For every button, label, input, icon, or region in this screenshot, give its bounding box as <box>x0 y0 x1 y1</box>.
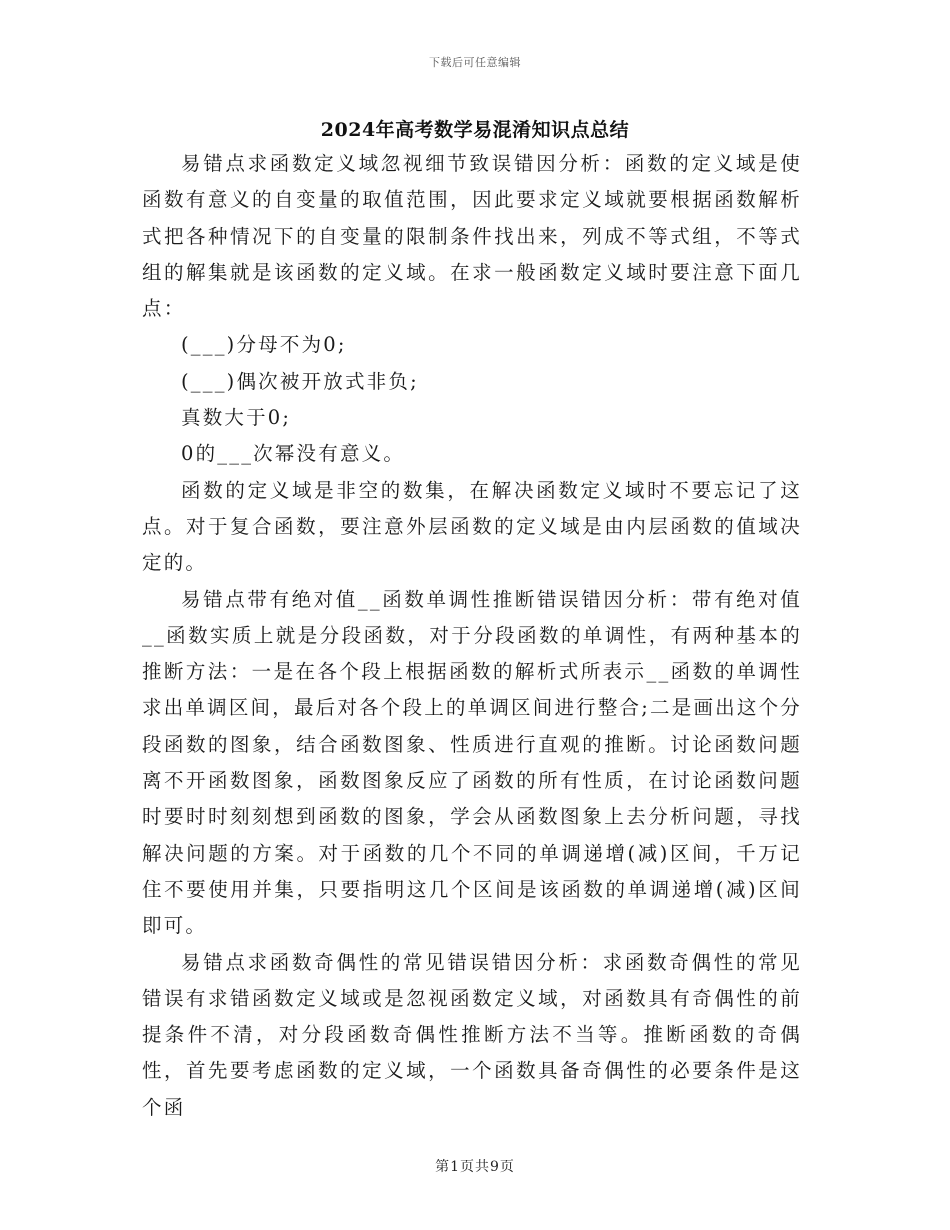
list-item-denominator: (___)分母不为0; <box>181 333 347 357</box>
paragraph-domain-nonempty: 函数的定义域是非空的数集，在解决函数定义域时不要忘记了这点。对于复合函数，要注意外层函数的定义域是由内层函数的值域决定的。 <box>142 478 802 575</box>
list-item-log-argument: 真数大于0; <box>181 406 292 430</box>
list-item-zero-power: 0的___次幂没有意义。 <box>181 442 406 466</box>
paragraph-parity-errors: 易错点求函数奇偶性的常见错误错因分析：求函数奇偶性的常见错误有求错函数定义域或是忽视函数定义域，对函数具有奇偶性的前提条件不清，对分段函数奇偶性推断方法不当等。推断函数的奇偶性，首先要考虑函数的定义域，一个函数具备奇偶性的必要条件是这个函 <box>142 950 802 1119</box>
document-title: 2024年高考数学易混淆知识点总结 <box>320 119 630 141</box>
paragraph-absolute-value-monotonicity: 易错点带有绝对值__函数单调性推断错误错因分析：带有绝对值__函数实质上就是分段函数，对于分段函数的单调性，有两种基本的推断方法：一是在各个段上根据函数的解析式所表示__函数的单调性求出单调区间，最后对各个段上的单调区间进行整合;二是画出这个分段函数的图象，结合函数图象、性质进行直观的推断。讨论函数问题离不开函数图象，函数图象反应了函数的所有性质，在讨论函数问题时要时时刻刻想到函数的图象，学会从函数图象上去分析问题，寻找解决问题的方案。对于函数的几个不同的单调递增(减)区间，千万记住不要使用并集，只要指明这几个区间是该函数的单调递增(减)区间即可。 <box>142 587 802 938</box>
list-item-even-root: (___)偶次被开放式非负; <box>181 369 419 393</box>
header-note: 下载后可任意编辑 <box>429 56 521 69</box>
page-number: 第1页共9页 <box>435 1159 515 1175</box>
document-body <box>142 146 802 1126</box>
paragraph-domain-errors: 易错点求函数定义域忽视细节致误错因分析：函数的定义域是使函数有意义的自变量的取值范围，因此要求定义域就要根据函数解析式把各种情况下的自变量的限制条件找出来，列成不等式组，不等式组的解集就是该函数的定义域。在求一般函数定义域时要注意下面几点： <box>142 152 802 321</box>
